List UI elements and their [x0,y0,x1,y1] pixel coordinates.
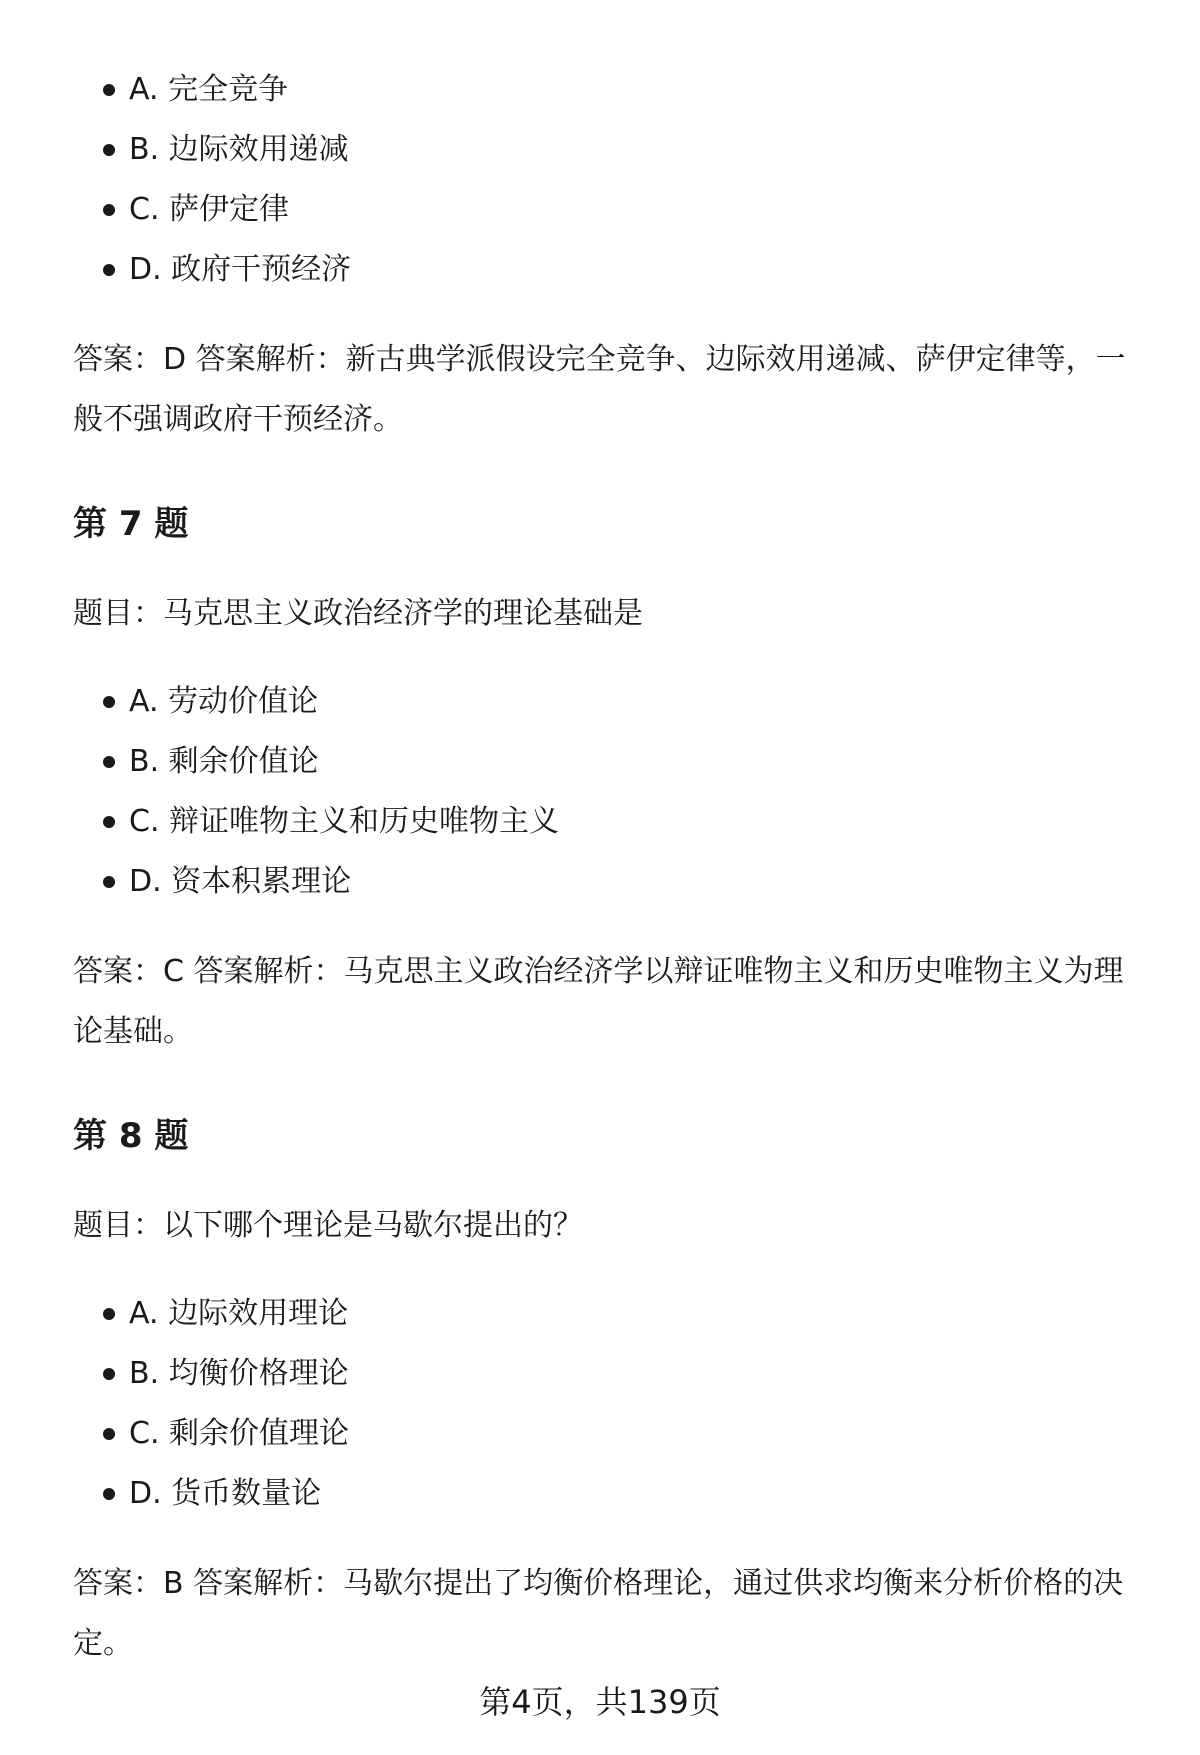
option-text: D. 资本积累理论 [129,864,352,899]
bullet-icon [103,1308,115,1320]
question-heading: 第 8 题 [73,1116,189,1156]
bullet-icon [103,204,115,216]
list-item [73,792,1153,852]
list-item [73,60,1153,120]
bullet-icon [103,696,115,708]
bullet-icon [103,1368,115,1380]
question-text: 题目：马克思主义政治经济学的理论基础是 [73,596,643,631]
question-heading: 第 7 题 [73,504,189,544]
question-text: 题目：以下哪个理论是马歇尔提出的？ [73,1208,583,1243]
list-item [73,852,1153,912]
bullet-icon [103,144,115,156]
bullet-icon [103,1428,115,1440]
list-item [73,1464,1153,1524]
option-text: B. 边际效用递减 [129,132,349,167]
option-text: A. 完全竞争 [129,72,289,107]
option-text: B. 剩余价值论 [129,744,319,779]
bullet-icon [103,84,115,96]
option-list [73,672,1153,912]
option-text: A. 劳动价值论 [129,684,319,719]
list-item [73,1404,1153,1464]
list-item [73,180,1153,240]
option-list [73,60,1153,300]
page-number: 第4页，共139页 [479,1683,721,1721]
option-text: B. 均衡价格理论 [129,1356,349,1391]
option-list [73,1284,1153,1524]
list-item [73,1344,1153,1404]
list-item [73,240,1153,300]
bullet-icon [103,1488,115,1500]
option-text: C. 萨伊定律 [129,192,290,227]
list-item [73,120,1153,180]
option-text: C. 辩证唯物主义和历史唯物主义 [129,804,560,839]
option-text: D. 货币数量论 [129,1476,322,1511]
bullet-icon [103,264,115,276]
option-text: D. 政府干预经济 [129,252,352,287]
answer-explanation: 答案：C 答案解析：马克思主义政治经济学以辩证唯物主义和历史唯物主义为理论基础。 [73,954,1124,1049]
list-item [73,1284,1153,1344]
page-content [73,60,1153,1674]
bullet-icon [103,816,115,828]
answer-explanation: 答案：B 答案解析：马歇尔提出了均衡价格理论，通过供求均衡来分析价格的决定。 [73,1566,1124,1661]
list-item [73,672,1153,732]
option-text: A. 边际效用理论 [129,1296,349,1331]
option-text: C. 剩余价值理论 [129,1416,350,1451]
list-item [73,732,1153,792]
answer-explanation: 答案：D 答案解析：新古典学派假设完全竞争、边际效用递减、萨伊定律等，一般不强调政府干预经济。 [73,342,1126,437]
bullet-icon [103,876,115,888]
bullet-icon [103,756,115,768]
